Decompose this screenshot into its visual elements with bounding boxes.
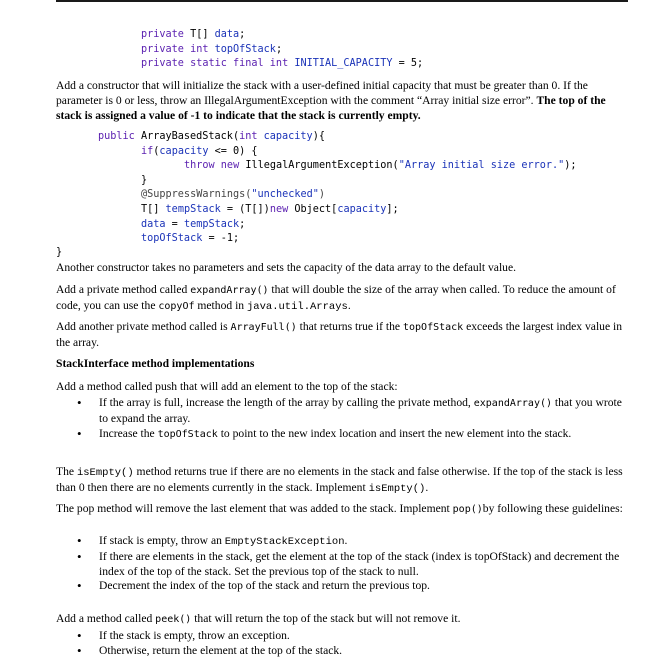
code-punct: ){ <box>312 131 325 142</box>
code-punct: ; <box>239 218 246 230</box>
text-segment: to point to the new index location and insert the new element into the stack. <box>217 426 572 440</box>
code-keyword: new <box>269 203 295 215</box>
text-segment: The pop method will remove the last element that was added to the stack. Implement <box>56 502 453 515</box>
code-punct: = (T[]) <box>220 203 270 215</box>
code-keyword: int <box>239 131 264 142</box>
code-line-topofstack <box>141 43 423 58</box>
code-var: data <box>214 29 240 40</box>
code-var: topOfStack <box>141 233 203 245</box>
code-var: tempStack <box>165 203 221 215</box>
code-punct: ; <box>275 43 283 55</box>
list-item <box>56 550 624 580</box>
arrayfull-paragraph <box>56 320 624 351</box>
text-segment: that will return the top of the stack but will not remove it. <box>191 612 461 625</box>
code-keyword: if <box>141 145 154 157</box>
code-string: "Array initial size error." <box>398 160 565 172</box>
code-keyword: private static final int <box>141 58 295 70</box>
push-paragraph: Add a method called push that will add an element to the top of the stack: <box>56 380 398 393</box>
fields-code-block <box>141 28 423 72</box>
inline-code: topOfStack <box>402 322 464 333</box>
constructor-bold-text: The top of the stack is assigned a value of -1 to indicate that the stack is currently empty. <box>56 93 606 122</box>
code-var: INITIAL_CAPACITY <box>294 58 393 70</box>
text-segment: If there are elements in the stack, get the element at the top of the stack (index is topOfStack) and decrement the index of the top of the stack. Set the previous top of the stack to null. <box>99 549 620 578</box>
code-punct: } <box>141 174 148 186</box>
list-item <box>56 534 624 550</box>
another-constructor-paragraph: Another constructor takes no parameters and sets the capacity of the data array to the default value. <box>56 261 517 274</box>
text-segment: Add another private method called is <box>56 320 231 333</box>
pop-bullet-list <box>56 534 624 594</box>
inline-code: pop() <box>452 504 483 515</box>
code-line-initial-capacity <box>141 57 423 72</box>
code-keyword: public <box>98 131 141 142</box>
constructor-code-block <box>98 130 577 247</box>
push-bullet-list <box>56 396 624 442</box>
code-class: IllegalArgumentException( <box>245 160 399 172</box>
text-segment: that you wrote to expand the array. <box>99 396 622 425</box>
text-segment: . <box>425 480 429 494</box>
code-keyword: private <box>141 29 191 40</box>
code-line-annotation <box>98 188 577 203</box>
code-line-tempstack <box>98 203 577 218</box>
list-item <box>56 579 624 594</box>
peek-paragraph <box>56 612 624 628</box>
code-string: "unchecked" <box>251 189 319 201</box>
code-line-assign-data <box>98 218 577 233</box>
code-type: T[] <box>190 29 215 40</box>
code-annotation: ) <box>318 189 326 201</box>
code-keyword: private int <box>141 43 215 55</box>
list-item: • If the stack is empty, throw an exception. <box>56 629 624 644</box>
code-line-data <box>141 28 423 43</box>
text-segment: . <box>347 298 351 312</box>
text-segment: The <box>56 465 77 478</box>
pop-paragraph <box>56 502 624 518</box>
code-annotation: @SuppressWarnings( <box>141 189 252 201</box>
code-punct: ); <box>564 160 577 172</box>
text-segment: exceeds the largest index value in the array. <box>56 320 623 349</box>
text-segment: If stack is empty, throw an <box>99 534 225 547</box>
constructor-paragraph <box>56 79 624 123</box>
inline-code: ArrayFull() <box>230 322 297 333</box>
code-punct: ; <box>239 29 246 40</box>
inline-code: copyOf <box>158 300 195 312</box>
text-segment: by following these guidelines: <box>482 502 623 515</box>
code-line-signature <box>98 130 577 145</box>
text-segment: method returns true if there are no elements in the stack and false otherwise. If the top of the stack is less than 0 then there are no elements currently in the stack. Implement <box>56 465 623 494</box>
code-punct: = -1; <box>202 233 240 245</box>
inline-code: expandArray() <box>473 398 553 409</box>
code-punct: = <box>165 218 184 230</box>
code-var: tempStack <box>183 218 240 230</box>
code-class: Object[ <box>294 203 338 215</box>
code-line-close-if <box>98 174 577 189</box>
isempty-paragraph <box>56 465 624 497</box>
inline-code: java.util.Arrays <box>247 300 348 313</box>
code-line-close <box>56 246 62 261</box>
inline-code: isEmpty() <box>368 482 426 495</box>
code-punct: } <box>56 247 63 258</box>
inline-code: expandArray() <box>190 285 269 296</box>
code-var: capacity <box>337 203 387 215</box>
section-heading: StackInterface method implementations <box>56 357 255 370</box>
peek-bullet-list <box>56 629 624 659</box>
code-punct: <= 0) { <box>208 145 258 157</box>
code-punct: = 5; <box>392 58 424 70</box>
text-segment: Decrement the index of the top of the stack and return the previous top. <box>99 579 430 593</box>
code-var: data <box>141 218 166 230</box>
expand-array-paragraph <box>56 283 624 315</box>
text-segment: method in <box>194 298 247 312</box>
list-item <box>56 396 624 427</box>
list-item: • Otherwise, return the element at the top of the stack. <box>56 644 624 659</box>
top-rule <box>56 0 628 2</box>
inline-code: isEmpty() <box>76 467 134 479</box>
code-var: capacity <box>263 131 313 142</box>
constructor-text: Add a constructor that will initialize the stack with a user-defined initial capacity that must be greater than 0. If the parameter is 0 or less, throw an IllegalArgumentException with the comment “Array initial size error”. <box>56 79 588 107</box>
code-keyword: throw new <box>184 160 246 172</box>
code-var: topOfStack <box>214 43 276 55</box>
code-line-if <box>98 145 577 160</box>
text-segment: Increase the <box>99 426 158 440</box>
text-segment: . <box>344 534 348 547</box>
text-segment: Add a private method called <box>56 283 191 296</box>
text-segment: that will double the size of the array when called. To reduce the amount of code, you can use the <box>56 283 616 312</box>
code-line-throw <box>98 159 577 174</box>
code-punct: ]; <box>386 203 399 215</box>
list-item <box>56 427 624 443</box>
text-segment: If the array is full, increase the length of the array by calling the private method, <box>99 396 474 409</box>
code-punct: ( <box>153 145 160 157</box>
code-var: capacity <box>159 145 209 157</box>
code-line-assign-top <box>98 232 577 247</box>
inline-code: topOfStack <box>157 428 218 440</box>
inline-code: EmptyStackException <box>224 536 345 548</box>
text-segment: that returns true if the <box>296 320 403 333</box>
code-type: T[] <box>141 203 166 215</box>
text-segment: Add a method called <box>56 612 156 625</box>
code-method: ArrayBasedStack( <box>140 131 240 142</box>
inline-code: peek() <box>155 614 192 625</box>
